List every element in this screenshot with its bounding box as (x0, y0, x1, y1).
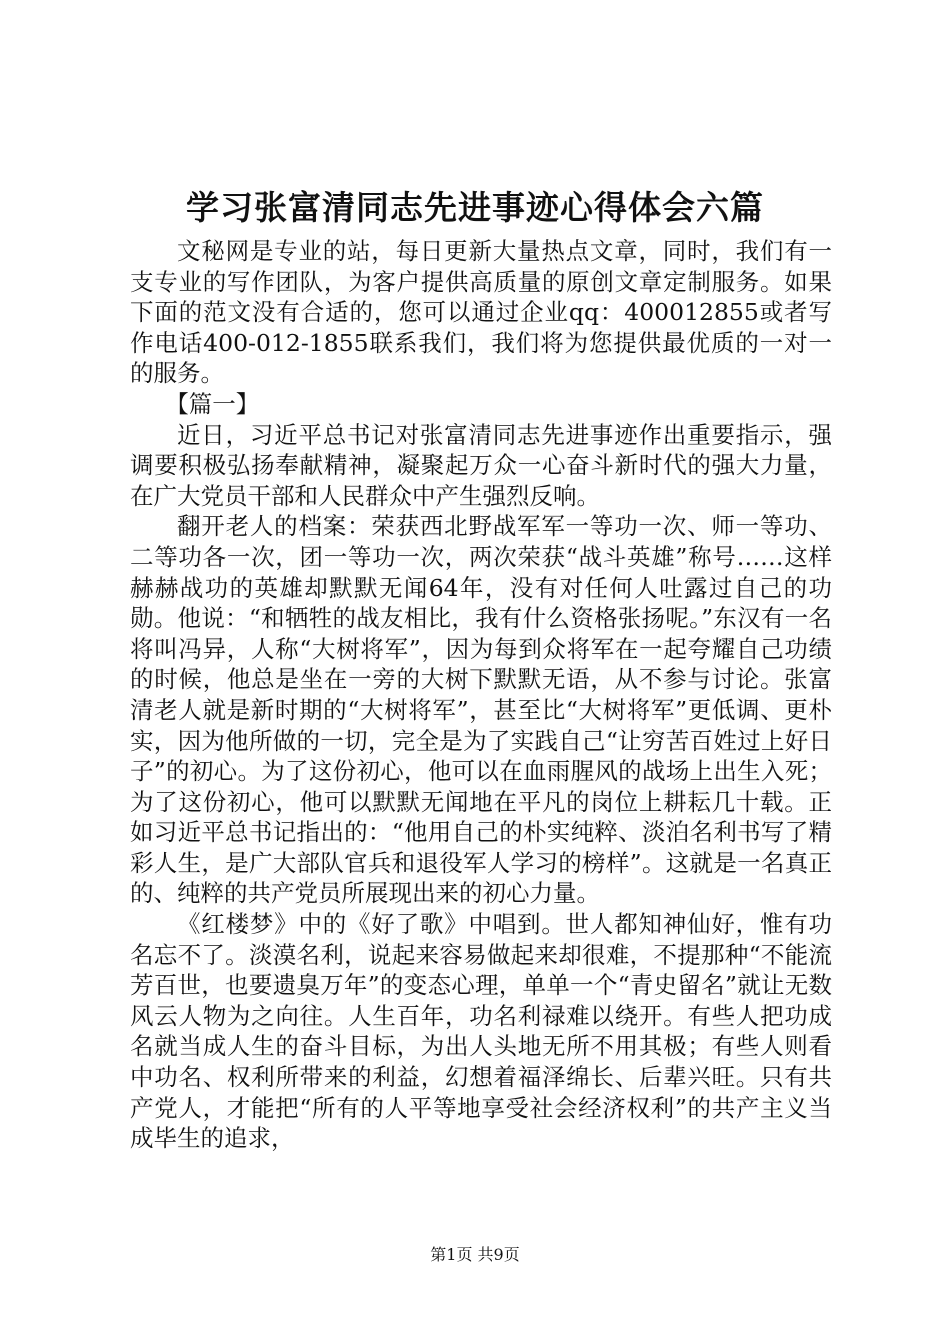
page-number-footer: 第1页 共9页 (430, 1245, 520, 1264)
body-paragraph-3: 《红楼梦》中的《好了歌》中唱到。世人都知神仙好，惟有功名忘不了。淡漠名利，说起来容易做起来却很难，不提那种“不能流芳百世，也要遗臭万年”的变态心理，单单一个“青史留名”就让无数风云人物为之向往。人生百年，功名利禄难以绕开。有些人把功成名就当成人生的奋斗目标，为出人头地无所不用其极；有些人则看中功名、权利所带来的利益，幻想着福泽绵长、后辈兴旺。只有共产党人，才能把“所有的人平等地享受社会经济权利”的共产主义当成毕生的追求， (130, 910, 832, 1153)
body-paragraph-1: 近日，习近平总书记对张富清同志先进事迹作出重要指示，强调要积极弘扬奉献精神，凝聚起万众一心奋斗新时代的强大力量，在广大党员干部和人民群众中产生强烈反响。 (130, 420, 832, 510)
intro-paragraph: 文秘网是专业的站，每日更新大量热点文章，同时，我们有一支专业的写作团队，为客户提供高质量的原创文章定制服务。如果下面的范文没有合适的，您可以通过企业qq：400012855或者写作电话400-012-1855联系我们，我们将为您提供最优质的一对一的服务。 (130, 237, 832, 388)
document-body (130, 236, 832, 1154)
section-heading: 【篇一】 (165, 389, 260, 418)
body-paragraph-2: 翻开老人的档案：荣获西北野战军军一等功一次、师一等功、二等功各一次，团一等功一次，两次荣获“战斗英雄”称号……这样赫赫战功的英雄却默默无闻64年，没有对任何人吐露过自己的功勋。他说：“和牺牲的战友相比，我有什么资格张扬呢。”东汉有一名将叫冯异，人称“大树将军”，因为每到众将军在一起夸耀自己功绩的时候，他总是坐在一旁的大树下默默无语，从不参与讨论。张富清老人就是新时期的“大树将军”，甚至比“大树将军”更低调、更朴实，因为他所做的一切，完全是为了实践自己“让穷苦百姓过上好日子”的初心。为了这份初心，他可以在血雨腥风的战场上出生入死；为了这份初心，他可以默默无闻地在平凡的岗位上耕耘几十载。正如习近平总书记指出的：“他用自己的朴实纯粹、淡泊名利书写了精彩人生，是广大部队官兵和退役军人学习的榜样”。这就是一名真正的、纯粹的共产党员所展现出来的初心力量。 (130, 512, 832, 908)
document-title: 学习张富清同志先进事迹心得体会六篇 (186, 188, 764, 227)
